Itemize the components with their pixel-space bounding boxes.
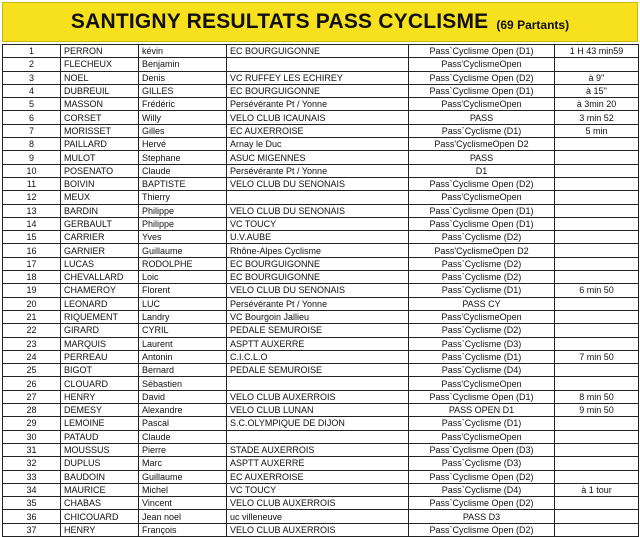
club-cell: EC AUXERROISE <box>227 124 409 137</box>
last-name-cell: RIQUEMENT <box>61 310 139 323</box>
last-name-cell: MARQUIS <box>61 337 139 350</box>
category-cell: Pass`Cyclisme Open (D2) <box>409 71 555 84</box>
rank-cell: 20 <box>3 297 61 310</box>
rank-cell: 11 <box>3 177 61 190</box>
table-row <box>3 71 639 84</box>
first-name-cell: Vincent <box>139 497 227 510</box>
last-name-cell: MOUSSUS <box>61 443 139 456</box>
last-name-cell: DEMESY <box>61 404 139 417</box>
rank-cell: 10 <box>3 164 61 177</box>
first-name-cell: Guillaume <box>139 244 227 257</box>
results-table <box>2 44 639 537</box>
table-row <box>3 217 639 230</box>
first-name-cell: François <box>139 523 227 536</box>
time-cell <box>555 377 639 390</box>
category-cell: PASS <box>409 151 555 164</box>
rank-cell: 6 <box>3 111 61 124</box>
first-name-cell: Philippe <box>139 217 227 230</box>
rank-cell: 13 <box>3 204 61 217</box>
last-name-cell: PERRON <box>61 45 139 58</box>
time-cell <box>555 271 639 284</box>
category-cell: Pass`Cyclisme Open (D1) <box>409 45 555 58</box>
last-name-cell: GERBAULT <box>61 217 139 230</box>
category-cell: D1 <box>409 164 555 177</box>
club-cell: ASUC MIGENNES <box>227 151 409 164</box>
last-name-cell: HENRY <box>61 390 139 403</box>
last-name-cell: POSENATO <box>61 164 139 177</box>
time-cell <box>555 58 639 71</box>
club-cell: VELO CLUB LUNAN <box>227 404 409 417</box>
club-cell: ASPTT AUXERRE <box>227 337 409 350</box>
club-cell: VC TOUCY <box>227 483 409 496</box>
rank-cell: 32 <box>3 457 61 470</box>
club-cell: S.C.OLYMPIQUE DE DIJON <box>227 417 409 430</box>
table-row <box>3 45 639 58</box>
club-cell: VELO CLUB ICAUNAIS <box>227 111 409 124</box>
first-name-cell: Willy <box>139 111 227 124</box>
time-cell <box>555 497 639 510</box>
time-cell <box>555 510 639 523</box>
last-name-cell: LUCAS <box>61 257 139 270</box>
table-row <box>3 390 639 403</box>
time-cell <box>555 164 639 177</box>
category-cell: PASS OPEN D1 <box>409 404 555 417</box>
club-cell: C.I.C.L.O <box>227 350 409 363</box>
category-cell: Pass`Cyclisme (D4) <box>409 364 555 377</box>
club-cell: VC Bourgoin Jallieu <box>227 310 409 323</box>
rank-cell: 31 <box>3 443 61 456</box>
time-cell: 5 min <box>555 124 639 137</box>
club-cell: STADE AUXERROIS <box>227 443 409 456</box>
table-row <box>3 457 639 470</box>
time-cell: à 9'' <box>555 71 639 84</box>
rank-cell: 21 <box>3 310 61 323</box>
rank-cell: 9 <box>3 151 61 164</box>
time-cell <box>555 523 639 536</box>
table-row <box>3 111 639 124</box>
time-cell: à 15'' <box>555 84 639 97</box>
table-row <box>3 271 639 284</box>
rank-cell: 7 <box>3 124 61 137</box>
title-banner <box>2 2 638 42</box>
table-row <box>3 98 639 111</box>
first-name-cell: kévin <box>139 45 227 58</box>
rank-cell: 15 <box>3 231 61 244</box>
category-cell: Pass`Cyclisme Open (D1) <box>409 84 555 97</box>
last-name-cell: LEMOINE <box>61 417 139 430</box>
rank-cell: 25 <box>3 364 61 377</box>
table-row <box>3 337 639 350</box>
table-row <box>3 244 639 257</box>
table-row <box>3 284 639 297</box>
club-cell: uc villeneuve <box>227 510 409 523</box>
table-row <box>3 350 639 363</box>
category-cell: Pass'CyclismeOpen <box>409 191 555 204</box>
time-cell: 7 min 50 <box>555 350 639 363</box>
table-row <box>3 483 639 496</box>
time-cell: 8 min 50 <box>555 390 639 403</box>
category-cell: Pass'CyclismeOpen <box>409 310 555 323</box>
rank-cell: 1 <box>3 45 61 58</box>
last-name-cell: MULOT <box>61 151 139 164</box>
rank-cell: 19 <box>3 284 61 297</box>
last-name-cell: MORISSET <box>61 124 139 137</box>
last-name-cell: CARRIER <box>61 231 139 244</box>
table-row <box>3 151 639 164</box>
table-row <box>3 417 639 430</box>
table-row <box>3 310 639 323</box>
last-name-cell: BAUDOIN <box>61 470 139 483</box>
category-cell: Pass`Cyclisme (D2) <box>409 271 555 284</box>
first-name-cell: Florent <box>139 284 227 297</box>
category-cell: Pass'CyclismeOpen D2 <box>409 138 555 151</box>
club-cell: U.V.AUBE <box>227 231 409 244</box>
table-row <box>3 443 639 456</box>
rank-cell: 5 <box>3 98 61 111</box>
last-name-cell: CHEVALLARD <box>61 271 139 284</box>
category-cell: Pass`Cyclisme (D2) <box>409 257 555 270</box>
last-name-cell: CORSET <box>61 111 139 124</box>
rank-cell: 16 <box>3 244 61 257</box>
category-cell: Pass`Cyclisme Open (D2) <box>409 523 555 536</box>
first-name-cell: RODOLPHE <box>139 257 227 270</box>
first-name-cell: Antonin <box>139 350 227 363</box>
club-cell: Persévérante Pt / Yonne <box>227 164 409 177</box>
first-name-cell: Claude <box>139 430 227 443</box>
first-name-cell: Stephane <box>139 151 227 164</box>
first-name-cell: BAPTISTE <box>139 177 227 190</box>
time-cell <box>555 177 639 190</box>
time-cell <box>555 310 639 323</box>
club-cell: VC TOUCY <box>227 217 409 230</box>
club-cell <box>227 430 409 443</box>
participants-count: (69 Partants) <box>496 18 570 32</box>
category-cell: PASS <box>409 111 555 124</box>
first-name-cell: Alexandre <box>139 404 227 417</box>
last-name-cell: PERREAU <box>61 350 139 363</box>
club-cell: PEDALE SEMUROISE <box>227 324 409 337</box>
first-name-cell: Sébastien <box>139 377 227 390</box>
last-name-cell: CLOUARD <box>61 377 139 390</box>
first-name-cell: Jean noel <box>139 510 227 523</box>
last-name-cell: GIRARD <box>61 324 139 337</box>
table-row <box>3 231 639 244</box>
time-cell: à 1 tour <box>555 483 639 496</box>
time-cell <box>555 257 639 270</box>
first-name-cell: Michel <box>139 483 227 496</box>
rank-cell: 29 <box>3 417 61 430</box>
category-cell: Pass'CyclismeOpen <box>409 430 555 443</box>
time-cell <box>555 364 639 377</box>
first-name-cell: Philippe <box>139 204 227 217</box>
table-row <box>3 257 639 270</box>
time-cell <box>555 324 639 337</box>
club-cell: EC BOURGUIGONNE <box>227 271 409 284</box>
time-cell: 1 H 43 min59 <box>555 45 639 58</box>
table-row <box>3 510 639 523</box>
last-name-cell: MAURICE <box>61 483 139 496</box>
first-name-cell: Claude <box>139 164 227 177</box>
category-cell: Pass`Cyclisme Open (D2) <box>409 177 555 190</box>
category-cell: Pass`Cyclisme (D1) <box>409 124 555 137</box>
rank-cell: 8 <box>3 138 61 151</box>
last-name-cell: FLECHEUX <box>61 58 139 71</box>
first-name-cell: Benjamin <box>139 58 227 71</box>
last-name-cell: DUPLUS <box>61 457 139 470</box>
club-cell: EC BOURGUIGONNE <box>227 84 409 97</box>
table-row <box>3 177 639 190</box>
time-cell <box>555 297 639 310</box>
club-cell: VELO CLUB DU SENONAIS <box>227 177 409 190</box>
time-cell <box>555 217 639 230</box>
first-name-cell: Pierre <box>139 443 227 456</box>
category-cell: Pass'CyclismeOpen <box>409 58 555 71</box>
first-name-cell: Pascal <box>139 417 227 430</box>
time-cell <box>555 337 639 350</box>
last-name-cell: LEONARD <box>61 297 139 310</box>
last-name-cell: PAILLARD <box>61 138 139 151</box>
club-cell: PEDALE SEMUROISE <box>227 364 409 377</box>
table-row <box>3 84 639 97</box>
table-row <box>3 58 639 71</box>
page-title: SANTIGNY RESULTATS PASS CYCLISME <box>70 10 489 33</box>
first-name-cell: Landry <box>139 310 227 323</box>
rank-cell: 12 <box>3 191 61 204</box>
table-row <box>3 124 639 137</box>
rank-cell: 24 <box>3 350 61 363</box>
category-cell: Pass'CyclismeOpen D2 <box>409 244 555 257</box>
first-name-cell: Bernard <box>139 364 227 377</box>
first-name-cell: David <box>139 390 227 403</box>
category-cell: Pass`Cyclisme Open (D1) <box>409 217 555 230</box>
club-cell: VELO CLUB AUXERROIS <box>227 390 409 403</box>
club-cell: VELO CLUB DU SENONAIS <box>227 204 409 217</box>
club-cell: ASPTT AUXERRE <box>227 457 409 470</box>
last-name-cell: MEUX <box>61 191 139 204</box>
first-name-cell: Gilles <box>139 124 227 137</box>
table-row <box>3 164 639 177</box>
club-cell: EC BOURGUIGONNE <box>227 257 409 270</box>
time-cell: 3 min 52 <box>555 111 639 124</box>
last-name-cell: CHAMEROY <box>61 284 139 297</box>
club-cell: VELO CLUB AUXERROIS <box>227 497 409 510</box>
last-name-cell: MASSON <box>61 98 139 111</box>
last-name-cell: BOIVIN <box>61 177 139 190</box>
category-cell: PASS D3 <box>409 510 555 523</box>
table-row <box>3 430 639 443</box>
rank-cell: 37 <box>3 523 61 536</box>
last-name-cell: GARNIER <box>61 244 139 257</box>
time-cell <box>555 151 639 164</box>
first-name-cell: Guillaume <box>139 470 227 483</box>
category-cell: Pass`Cyclisme Open (D2) <box>409 470 555 483</box>
category-cell: Pass`Cyclisme (D1) <box>409 417 555 430</box>
club-cell <box>227 377 409 390</box>
club-cell: VELO CLUB AUXERROIS <box>227 523 409 536</box>
category-cell: Pass`Cyclisme (D3) <box>409 457 555 470</box>
first-name-cell: Frédéric <box>139 98 227 111</box>
table-row <box>3 324 639 337</box>
last-name-cell: CHABAS <box>61 497 139 510</box>
rank-cell: 30 <box>3 430 61 443</box>
last-name-cell: BIGOT <box>61 364 139 377</box>
time-cell <box>555 138 639 151</box>
category-cell: Pass`Cyclisme (D2) <box>409 231 555 244</box>
results-table-body <box>3 45 639 537</box>
time-cell: à 3min 20 <box>555 98 639 111</box>
time-cell <box>555 430 639 443</box>
rank-cell: 23 <box>3 337 61 350</box>
category-cell: Pass`Cyclisme (D2) <box>409 324 555 337</box>
club-cell: EC AUXERROISE <box>227 470 409 483</box>
first-name-cell: Loic <box>139 271 227 284</box>
rank-cell: 35 <box>3 497 61 510</box>
time-cell <box>555 417 639 430</box>
rank-cell: 33 <box>3 470 61 483</box>
club-cell: EC BOURGUIGONNE <box>227 45 409 58</box>
time-cell: 9 min 50 <box>555 404 639 417</box>
table-row <box>3 470 639 483</box>
rank-cell: 4 <box>3 84 61 97</box>
table-row <box>3 497 639 510</box>
category-cell: Pass`Cyclisme (D1) <box>409 284 555 297</box>
club-cell <box>227 191 409 204</box>
rank-cell: 36 <box>3 510 61 523</box>
table-row <box>3 138 639 151</box>
rank-cell: 22 <box>3 324 61 337</box>
table-row <box>3 204 639 217</box>
last-name-cell: DUBREUIL <box>61 84 139 97</box>
first-name-cell: Yves <box>139 231 227 244</box>
club-cell: VELO CLUB DU SENONAIS <box>227 284 409 297</box>
rank-cell: 34 <box>3 483 61 496</box>
table-row <box>3 297 639 310</box>
category-cell: PASS CY <box>409 297 555 310</box>
table-row <box>3 364 639 377</box>
club-cell <box>227 58 409 71</box>
rank-cell: 17 <box>3 257 61 270</box>
time-cell: 6 min 50 <box>555 284 639 297</box>
category-cell: Pass`Cyclisme Open (D2) <box>409 497 555 510</box>
time-cell <box>555 244 639 257</box>
time-cell <box>555 443 639 456</box>
rank-cell: 28 <box>3 404 61 417</box>
first-name-cell: GILLES <box>139 84 227 97</box>
time-cell <box>555 231 639 244</box>
table-row <box>3 191 639 204</box>
first-name-cell: LUC <box>139 297 227 310</box>
rank-cell: 27 <box>3 390 61 403</box>
club-cell: Persévérante Pt / Yonne <box>227 98 409 111</box>
table-row <box>3 523 639 536</box>
last-name-cell: BARDIN <box>61 204 139 217</box>
last-name-cell: NOEL <box>61 71 139 84</box>
club-cell: Rhône-Alpes Cyclisme <box>227 244 409 257</box>
last-name-cell: HENRY <box>61 523 139 536</box>
club-cell: VC RUFFEY LES ECHIREY <box>227 71 409 84</box>
rank-cell: 3 <box>3 71 61 84</box>
category-cell: Pass'CyclismeOpen <box>409 377 555 390</box>
first-name-cell: CYRIL <box>139 324 227 337</box>
rank-cell: 18 <box>3 271 61 284</box>
rank-cell: 14 <box>3 217 61 230</box>
time-cell <box>555 470 639 483</box>
time-cell <box>555 204 639 217</box>
last-name-cell: CHICOUARD <box>61 510 139 523</box>
category-cell: Pass`Cyclisme Open (D1) <box>409 204 555 217</box>
club-cell: Persévérante Pt / Yonne <box>227 297 409 310</box>
time-cell <box>555 457 639 470</box>
club-cell: Arnay le Duc <box>227 138 409 151</box>
time-cell <box>555 191 639 204</box>
category-cell: Pass`Cyclisme (D4) <box>409 483 555 496</box>
last-name-cell: PATAUD <box>61 430 139 443</box>
rank-cell: 26 <box>3 377 61 390</box>
category-cell: Pass`Cyclisme (D3) <box>409 337 555 350</box>
table-row <box>3 377 639 390</box>
first-name-cell: Hervé <box>139 138 227 151</box>
rank-cell: 2 <box>3 58 61 71</box>
first-name-cell: Thierry <box>139 191 227 204</box>
first-name-cell: Marc <box>139 457 227 470</box>
category-cell: Pass`Cyclisme (D1) <box>409 350 555 363</box>
category-cell: Pass`Cyclisme Open (D1) <box>409 390 555 403</box>
first-name-cell: Laurent <box>139 337 227 350</box>
category-cell: Pass'CyclismeOpen <box>409 98 555 111</box>
table-row <box>3 404 639 417</box>
first-name-cell: Denis <box>139 71 227 84</box>
category-cell: Pass`Cyclisme Open (D3) <box>409 443 555 456</box>
